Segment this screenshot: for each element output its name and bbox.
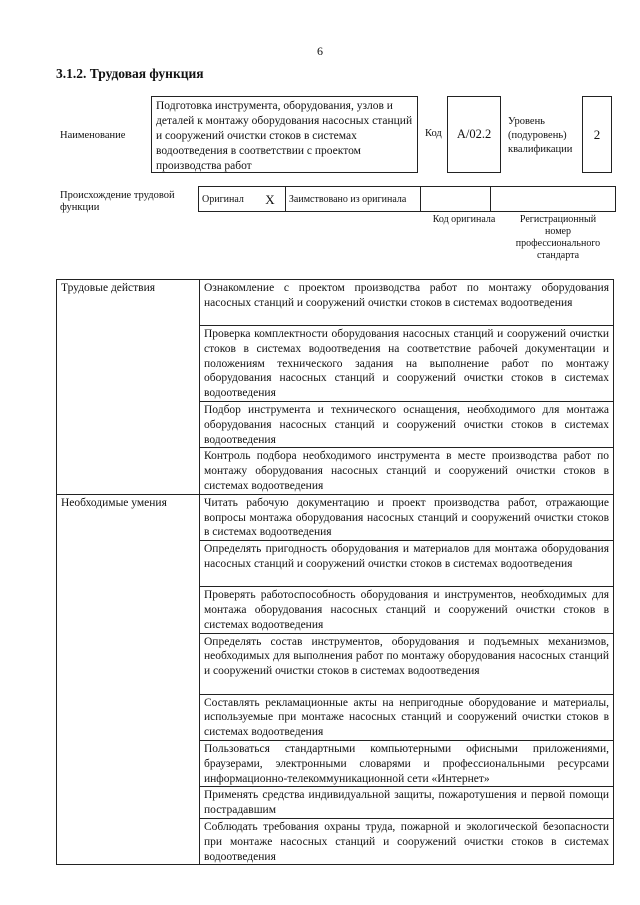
- section-title: 3.1.2. Трудовая функция: [56, 66, 204, 81]
- table-cell: Применять средства индивидуальной защиты, пожаротушения и первой помощи пострадавшим: [200, 787, 614, 819]
- table-cell: Проверка комплектности оборудования насосных станций и сооружений очистки стоков в системах водоотведения на соответствие рабочей документации и положениям технического задания на выполнение работ по монтажу оборудования насосных станций и сооружений очистки стоков в системах водоотведения: [200, 326, 614, 402]
- level-label: Уровень (подуровень) квалификации: [508, 116, 573, 155]
- table-cell: Читать рабочую документацию и проект производства работ, отражающие вопросы монтажа оборудования насосных станций и сооружений очистки стоков в системах водоотведения: [200, 494, 614, 540]
- function-code-value: А/02.2: [456, 127, 492, 141]
- registration-number-cell: [491, 187, 616, 212]
- page-number: 6: [317, 44, 323, 58]
- original-label: Оригинал: [202, 193, 244, 205]
- origin-code-caption: Код оригинала: [432, 214, 496, 225]
- function-name-value: Подготовка инструмента, оборудования, узлов и деталей к монтажу оборудования насосных станций и сооружений очистки стоков в системах водоотведения в соответствии с проектом производства работ: [156, 100, 413, 172]
- table-cell: Проверять работоспособность оборудования и инструментов, необходимых для монтажа оборудования насосных станций и сооружений очистки стоков в системах водоотведения: [200, 587, 614, 633]
- function-code-box: [447, 96, 501, 173]
- qualification-level-box: [582, 96, 612, 173]
- name-label: Наименование: [60, 130, 126, 141]
- function-details-table: [56, 279, 614, 865]
- original-mark: X: [265, 191, 275, 207]
- origin-label: Происхождение трудовой функции: [60, 190, 175, 213]
- table-cell: Ознакомление с проектом производства работ по монтажу оборудования насосных станций и сооружений очистки стоков в системах водоотведения: [200, 280, 614, 326]
- table-cell: Определять пригодность оборудования и материалов для монтажа оборудования насосных станций и сооружений очистки стоков в системах водоотведения: [200, 541, 614, 587]
- table-cell: Пользоваться стандартными компьютерными офисными приложениями, браузерами, электронными словарями и профессиональными ресурсами информационно-телекоммуникационной сети «Интернет»: [200, 740, 614, 786]
- table-cell: Соблюдать требования охраны труда, пожарной и экологической безопасности при монтаже насосных станций и сооружений очистки стоков в системах водоотведения: [200, 818, 614, 864]
- group-label-required-skills: Необходимые умения: [57, 494, 200, 865]
- table-cell: Подбор инструмента и технического оснащения, необходимого для монтажа оборудования насосных станций и сооружений очистки стоков в системах водоотведения: [200, 402, 614, 448]
- table-cell: Определять состав инструментов, оборудования и подъемных механизмов, необходимых для выполнения работ по монтажу оборудования насосных станций и сооружений очистки стоков в системах водоотведения: [200, 633, 614, 694]
- function-name-box: [151, 96, 418, 173]
- borrowed-label-cell: [285, 187, 420, 212]
- original-mark-cell: [255, 187, 285, 212]
- table-cell: Контроль подбора необходимого инструмента в месте производства работ по монтажу оборудования насосных станций и сооружений очистки стоков в системах водоотведения: [200, 448, 614, 494]
- borrowed-label: Заимствовано из оригинала: [288, 193, 407, 205]
- table-row: [57, 494, 614, 540]
- table-cell: Составлять рекламационные акты на непригодные оборудование и материалы, используемые при монтаже насосных станций и сооружений очистки стоков в системах водоотведения: [200, 694, 614, 740]
- original-label-cell: [199, 187, 255, 212]
- registration-number-caption: Регистрационный номер профессионального стандарта: [515, 214, 601, 261]
- group-label-labor-actions: Трудовые действия: [57, 280, 200, 495]
- origin-code-cell: [420, 187, 491, 212]
- table-row: [57, 280, 614, 326]
- qualification-level-value: 2: [593, 126, 601, 142]
- code-label: Код: [425, 128, 442, 139]
- origin-table: [198, 186, 616, 212]
